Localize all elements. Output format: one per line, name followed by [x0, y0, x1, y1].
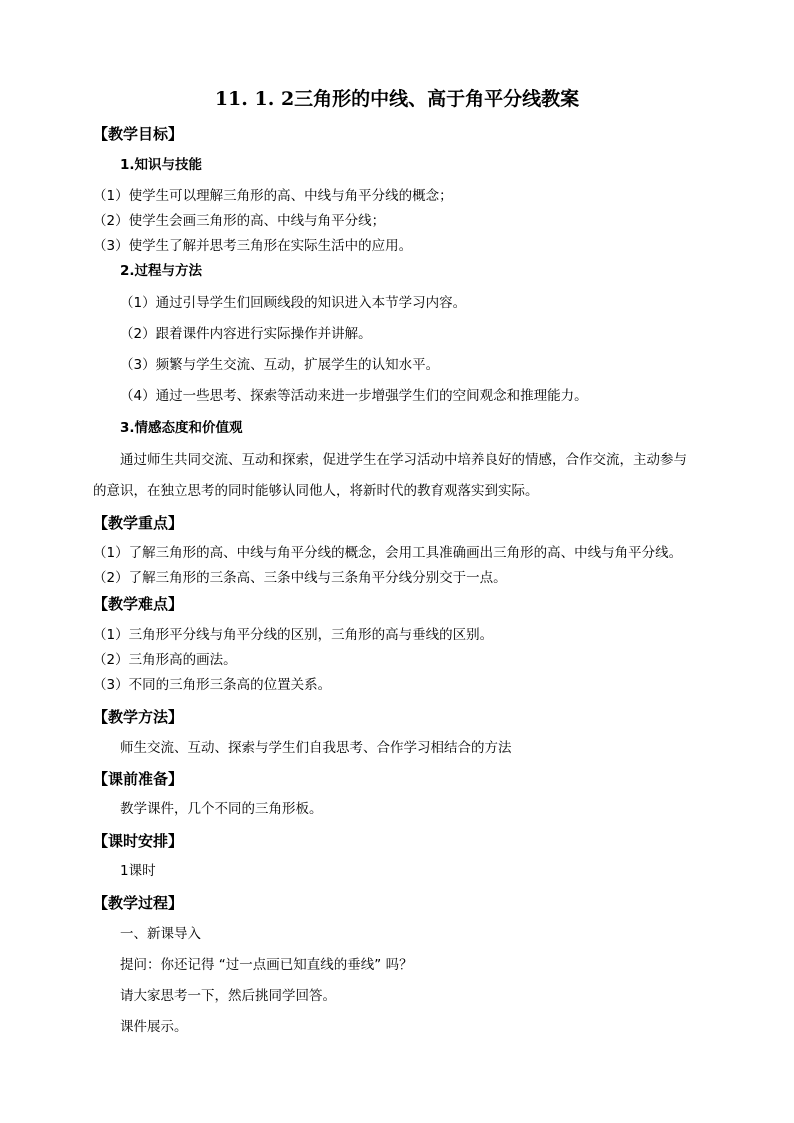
methods-text: 师生交流、互动、探索与学生们自我思考、合作学习相结合的方法	[120, 740, 512, 756]
process-item-4: （4）通过一些思考、探索等活动来进一步增强学生们的空间观念和推理能力。	[120, 388, 588, 404]
section-heading-preparation: 【课前准备】	[93, 770, 184, 788]
procedure-item-4: 课件展示。	[120, 1019, 188, 1035]
emotion-paragraph-line-1: 通过师生共同交流、互动和探索，促进学生在学习活动中培养良好的情感，合作交流，主动参与	[120, 452, 687, 468]
page-title: 11. 1. 2三角形的中线、高于角平分线教案	[214, 88, 580, 110]
subheading-process: 2.过程与方法	[120, 263, 203, 279]
keypoint-item-1: （1）了解三角形的高、中线与角平分线的概念，会用工具准确画出三角形的高、中线与角平分线。	[93, 545, 683, 561]
schedule-text: 1课时	[120, 863, 156, 879]
emotion-paragraph-line-2: 的意识，在独立思考的同时能够认同他人，将新时代的教育观落实到实际。	[93, 483, 539, 499]
section-heading-keypoints: 【教学重点】	[93, 514, 184, 532]
section-heading-difficulties: 【教学难点】	[93, 595, 184, 613]
section-heading-methods: 【教学方法】	[93, 708, 184, 726]
difficulty-item-1: （1）三角形平分线与角平分线的区别，三角形的高与垂线的区别。	[93, 627, 494, 643]
section-heading-goals: 【教学目标】	[93, 125, 184, 143]
knowledge-item-3: （3）使学生了解并思考三角形在实际生活中的应用。	[93, 238, 413, 254]
section-heading-procedure: 【教学过程】	[93, 894, 184, 912]
subheading-emotion: 3.情感态度和价值观	[120, 420, 243, 436]
knowledge-item-1: （1）使学生可以理解三角形的高、中线与角平分线的概念；	[93, 188, 453, 204]
difficulty-item-2: （2）三角形高的画法。	[93, 652, 237, 668]
difficulty-item-3: （3）不同的三角形三条高的位置关系。	[93, 677, 332, 693]
process-item-3: （3）频繁与学生交流、互动，扩展学生的认知水平。	[120, 357, 440, 373]
preparation-text: 教学课件，几个不同的三角形板。	[120, 801, 323, 817]
procedure-item-1: 一、新课导入	[120, 926, 201, 942]
procedure-item-3: 请大家思考一下，然后挑同学回答。	[120, 988, 336, 1004]
knowledge-item-2: （2）使学生会画三角形的高、中线与角平分线；	[93, 213, 386, 229]
section-heading-schedule: 【课时安排】	[93, 832, 184, 850]
keypoint-item-2: （2）了解三角形的三条高、三条中线与三条角平分线分别交于一点。	[93, 570, 507, 586]
procedure-item-2: 提问：你还记得 “过一点画已知直线的垂线” 吗？	[120, 957, 413, 973]
process-item-1: （1）通过引导学生们回顾线段的知识进入本节学习内容。	[120, 295, 467, 311]
process-item-2: （2）跟着课件内容进行实际操作并讲解。	[120, 326, 372, 342]
subheading-knowledge: 1.知识与技能	[120, 157, 203, 173]
